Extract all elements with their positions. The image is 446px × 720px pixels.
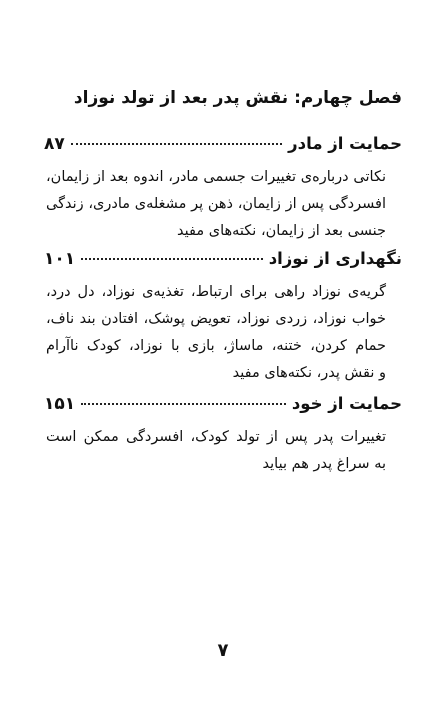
- section-title: حمایت از مادر: [288, 134, 402, 153]
- chapter-title: فصل چهارم: نقش پدر بعد از تولد نوزاد: [73, 88, 402, 108]
- toc-entry-header: [44, 394, 402, 420]
- section-topics: [44, 279, 402, 387]
- toc-section-self-support: [44, 394, 402, 478]
- section-page-number: ۱۵۱: [44, 394, 76, 414]
- topic-line: حمام کردن، ختنه، ماساژ، بازی با نوزاد، کودک ناآرام: [46, 338, 386, 354]
- toc-section-support-mother: [44, 134, 402, 245]
- section-title: نگهداری از نوزاد: [268, 249, 402, 268]
- section-page-number: ۱۰۱: [44, 249, 76, 269]
- topic-line: جنسی بعد از زایمان، نکته‌های مفید: [177, 223, 386, 239]
- topic-line: خواب نوزاد، زردی نوزاد، تعویض پوشک، افتادن بند ناف،: [46, 311, 386, 327]
- toc-entry-header: [44, 249, 402, 275]
- dot-leader: [81, 258, 263, 260]
- toc-section-newborn-care: [44, 249, 402, 387]
- section-topics: [44, 164, 402, 245]
- dot-leader: [81, 403, 286, 405]
- topic-line: نکاتی درباره‌ی تغییرات جسمی مادر، اندوه بعد از زایمان،: [46, 169, 386, 185]
- section-title: حمایت از خود: [291, 394, 402, 413]
- topic-line: و نقش پدر، نکته‌های مفید: [232, 365, 386, 381]
- topic-line: گریه‌ی نوزاد راهی برای ارتباط، تغذیه‌ی نوزاد، دل درد،: [46, 284, 386, 300]
- page-number: ۷: [217, 640, 229, 661]
- topic-line: افسردگی پس از زایمان، ذهن پر مشغله‌ی مادری، زندگی: [46, 196, 386, 212]
- section-page-number: ۸۷: [44, 134, 65, 154]
- topic-line: تغییرات پدر پس از تولد کودک، افسردگی ممکن است: [46, 429, 386, 445]
- dot-leader: [71, 143, 282, 145]
- topic-line: به سراغ پدر هم بیاید: [262, 456, 386, 472]
- section-topics: [44, 424, 402, 478]
- toc-entry-header: [44, 134, 402, 160]
